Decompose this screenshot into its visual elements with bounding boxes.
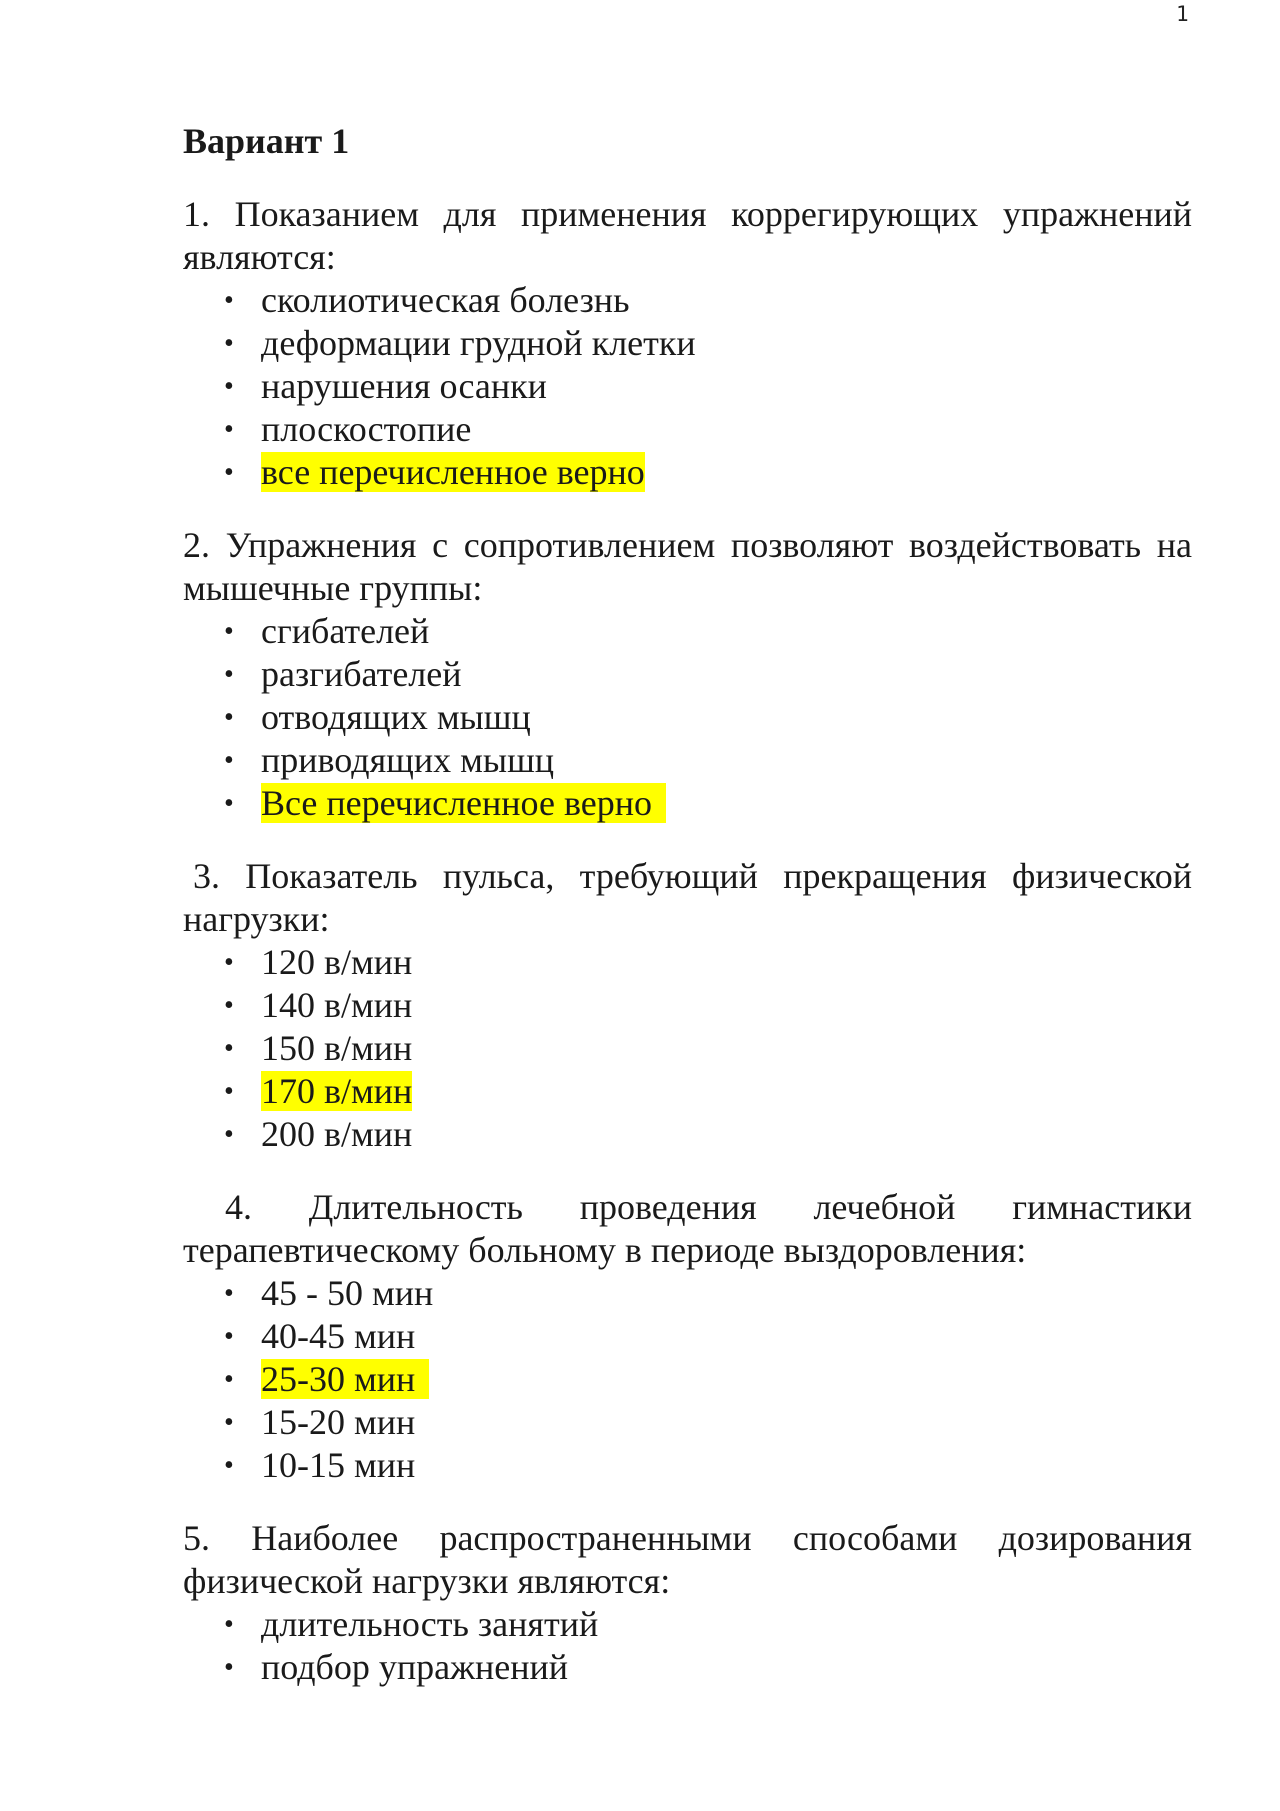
- option-label: плоскостопие: [261, 409, 472, 449]
- option-item-correct: [183, 782, 1192, 825]
- bullet-icon: •: [224, 745, 234, 776]
- option-label-highlighted: все перечисленное верно: [261, 452, 645, 492]
- bullet-icon: •: [224, 1407, 234, 1438]
- options-list: [183, 279, 1192, 494]
- option-label: 150 в/мин: [261, 1028, 413, 1068]
- option-label-highlighted: Все перечисленное верно: [261, 783, 666, 823]
- option-item-correct: [183, 1358, 1192, 1401]
- option-item: [183, 279, 1192, 322]
- option-label: нарушения осанки: [261, 366, 547, 406]
- option-item: [183, 365, 1192, 408]
- bullet-icon: •: [224, 702, 234, 733]
- document-body: [183, 120, 1192, 1719]
- bullet-icon: •: [224, 1278, 234, 1309]
- option-item: [183, 1646, 1192, 1689]
- option-label: сгибателей: [261, 611, 430, 651]
- option-item: [183, 984, 1192, 1027]
- option-item: [183, 408, 1192, 451]
- bullet-icon: •: [224, 947, 234, 978]
- options-list: [183, 1272, 1192, 1487]
- bullet-icon: •: [224, 1321, 234, 1352]
- options-list: [183, 941, 1192, 1156]
- bullet-icon: •: [224, 285, 234, 316]
- option-label: сколиотическая болезнь: [261, 280, 630, 320]
- bullet-icon: •: [224, 1450, 234, 1481]
- option-item: [183, 1113, 1192, 1156]
- question-text: 1. Показанием для применения коррегирующих упражнений являются:: [183, 194, 1192, 277]
- question-2: [183, 524, 1192, 825]
- bullet-icon: •: [224, 1076, 234, 1107]
- bullet-icon: •: [224, 1033, 234, 1064]
- question-text: 5. Наиболее распространенными способами дозирования физической нагрузки являются:: [183, 1518, 1192, 1601]
- bullet-icon: •: [224, 616, 234, 647]
- option-label: 140 в/мин: [261, 985, 413, 1025]
- bullet-icon: •: [224, 1119, 234, 1150]
- option-item: [183, 941, 1192, 984]
- option-label: приводящих мышц: [261, 740, 555, 780]
- bullet-icon: •: [224, 1652, 234, 1683]
- option-item: [183, 610, 1192, 653]
- option-label: 120 в/мин: [261, 942, 413, 982]
- bullet-icon: •: [224, 1609, 234, 1640]
- question-1: [183, 193, 1192, 494]
- option-item: [183, 739, 1192, 782]
- option-item: [183, 1444, 1192, 1487]
- option-label: 200 в/мин: [261, 1114, 413, 1154]
- option-label: 40-45 мин: [261, 1316, 416, 1356]
- option-label-highlighted: 25-30 мин: [261, 1359, 429, 1399]
- page-number: 1: [1176, 2, 1189, 26]
- options-list: [183, 1603, 1192, 1689]
- option-item: [183, 322, 1192, 365]
- option-label: 45 - 50 мин: [261, 1273, 434, 1313]
- option-item: [183, 1027, 1192, 1070]
- option-item: [183, 653, 1192, 696]
- variant-title: Вариант 1: [183, 121, 350, 161]
- question-text: 3. Показатель пульса, требующий прекращения физической нагрузки:: [183, 856, 1192, 939]
- option-label: 15-20 мин: [261, 1402, 416, 1442]
- question-text: 2. Упражнения с сопротивлением позволяют воздействовать на мышечные группы:: [183, 525, 1192, 608]
- option-item: [183, 1315, 1192, 1358]
- bullet-icon: •: [224, 371, 234, 402]
- option-label: подбор упражнений: [261, 1647, 569, 1687]
- option-label: 10-15 мин: [261, 1445, 416, 1485]
- option-label: отводящих мышц: [261, 697, 531, 737]
- option-item: [183, 1603, 1192, 1646]
- option-label-highlighted: 170 в/мин: [261, 1071, 413, 1111]
- bullet-icon: •: [224, 457, 234, 488]
- question-5: [183, 1517, 1192, 1689]
- option-item-correct: [183, 1070, 1192, 1113]
- question-text: 4. Длительность проведения лечебной гимнастики терапевтическому больному в периоде выздоровления:: [183, 1187, 1192, 1270]
- bullet-icon: •: [224, 1364, 234, 1395]
- question-4: [183, 1186, 1192, 1487]
- option-label: длительность занятий: [261, 1604, 599, 1644]
- bullet-icon: •: [224, 990, 234, 1021]
- bullet-icon: •: [224, 414, 234, 445]
- option-label: разгибателей: [261, 654, 462, 694]
- option-label: деформации грудной клетки: [261, 323, 696, 363]
- option-item: [183, 1401, 1192, 1444]
- option-item-correct: [183, 451, 1192, 494]
- option-item: [183, 1272, 1192, 1315]
- options-list: [183, 610, 1192, 825]
- bullet-icon: •: [224, 659, 234, 690]
- bullet-icon: •: [224, 788, 234, 819]
- option-item: [183, 696, 1192, 739]
- bullet-icon: •: [224, 328, 234, 359]
- question-3: [183, 855, 1192, 1156]
